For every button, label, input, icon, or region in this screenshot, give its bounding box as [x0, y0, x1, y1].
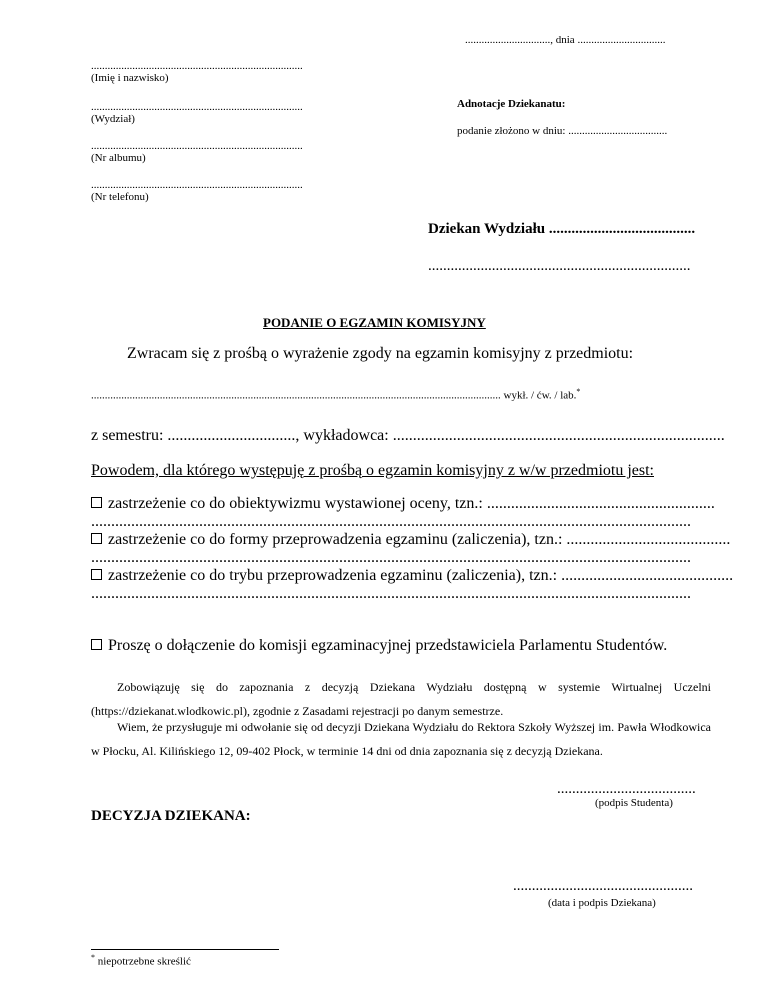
checkbox-icon[interactable]	[91, 569, 102, 580]
parliament-request-text: Proszę o dołączenie do komisji egzaminacyjnej przedstawiciela Parlamentu Studentów.	[108, 637, 668, 654]
faculty-field-label: (Wydział)	[91, 113, 135, 125]
name-field-line[interactable]: .............................................................................	[91, 60, 303, 72]
request-intro: Zwracam się z prośbą o wyrażenie zgody na egzamin komisyjny z przedmiotu:	[127, 345, 634, 362]
student-signature-line[interactable]: .....................................	[557, 781, 696, 797]
reason-text: zastrzeżenie co do formy przeprowadzenia egzaminu (zaliczenia), tzn.: .........................................	[108, 531, 731, 548]
reason-item-objectivity[interactable]	[91, 495, 715, 513]
subject-line[interactable]	[91, 387, 580, 402]
footnote-text: niepotrzebne skreślić	[97, 955, 191, 968]
declaration-system-text: Zobowiązuję się do zapoznania z decyzją Dziekana Wydziału dostępną w systemie Wirtualnej Uczelni (https://dziekanat.wlodkowic.pl), zgodnie z Zasadami rejestracji po danym semestrze.	[91, 680, 711, 718]
reason-continuation-line[interactable]: ......................................................................................................................................................	[91, 585, 691, 602]
album-number-field-line[interactable]: .............................................................................	[91, 140, 303, 152]
semester-lecturer-line[interactable]: z semestru: ................................, wykładowca: ...................................................................................	[91, 427, 725, 444]
footnote	[91, 953, 191, 968]
album-number-field-label: (Nr albumu)	[91, 152, 146, 164]
name-field-label: (Imię i nazwisko)	[91, 72, 169, 84]
dean-signature-label: (data i podpis Dziekana)	[548, 897, 656, 909]
dean-signature-line[interactable]: ................................................	[513, 878, 693, 894]
submitted-date-line[interactable]: podanie złożono w dniu: ....................................	[457, 125, 668, 137]
decision-heading: DECYZJA DZIEKANA:	[91, 808, 251, 824]
reason-item-mode[interactable]	[91, 567, 733, 585]
addressee-line-2[interactable]: ......................................................................	[428, 258, 691, 274]
reason-item-form[interactable]	[91, 531, 730, 549]
annotations-title: Adnotacje Dziekanatu:	[457, 98, 566, 110]
checkbox-icon[interactable]	[91, 497, 102, 508]
phone-field-label: (Nr telefonu)	[91, 191, 149, 203]
page-title: PODANIE O EGZAMIN KOMISYJNY	[263, 315, 486, 330]
declaration-appeal-text: Wiem, że przysługuje mi odwołanie się od decyzji Dziekana Wydziału do Rektora Szkoły Wyższej im. Pawła Włodkowica w Płocku, Al. Kilińskiego 12, 09-402 Płock, w terminie 14 dni od dnia zapoznania się z decyzją Dziekana.	[91, 720, 711, 758]
reason-text: zastrzeżenie co do trybu przeprowadzenia egzaminu (zaliczenia), tzn.: ...........................................	[108, 567, 734, 584]
student-signature-label: (podpis Studenta)	[595, 797, 673, 809]
reason-continuation-line[interactable]: ......................................................................................................................................................	[91, 549, 691, 566]
addressee-text: Dziekan Wydziału .......................................	[428, 221, 696, 237]
faculty-field-line[interactable]: .............................................................................	[91, 101, 303, 113]
place-date-line[interactable]: ..............................., dnia ................................	[465, 34, 666, 46]
addressee-line[interactable]	[428, 221, 695, 238]
reason-heading: Powodem, dla którego występuję z prośbą o egzamin komisyjny z w/w przedmiotu jest:	[91, 462, 654, 479]
reason-continuation-line[interactable]: ......................................................................................................................................................	[91, 513, 691, 530]
footnote-mark: *	[91, 953, 95, 962]
subject-footnote-mark: *	[576, 387, 581, 396]
phone-field-line[interactable]: .............................................................................	[91, 179, 303, 191]
footnote-separator	[91, 949, 279, 950]
checkbox-icon[interactable]	[91, 533, 102, 544]
checkbox-icon[interactable]	[91, 639, 102, 650]
parliament-request-item[interactable]	[91, 637, 667, 655]
reason-text: zastrzeżenie co do obiektywizmu wystawionej oceny, tzn.: .........................................................	[108, 495, 715, 512]
declaration-appeal	[91, 715, 711, 763]
subject-line-text: ..................................................................................................................................................... wykł. / ćw. / lab.	[91, 389, 577, 402]
